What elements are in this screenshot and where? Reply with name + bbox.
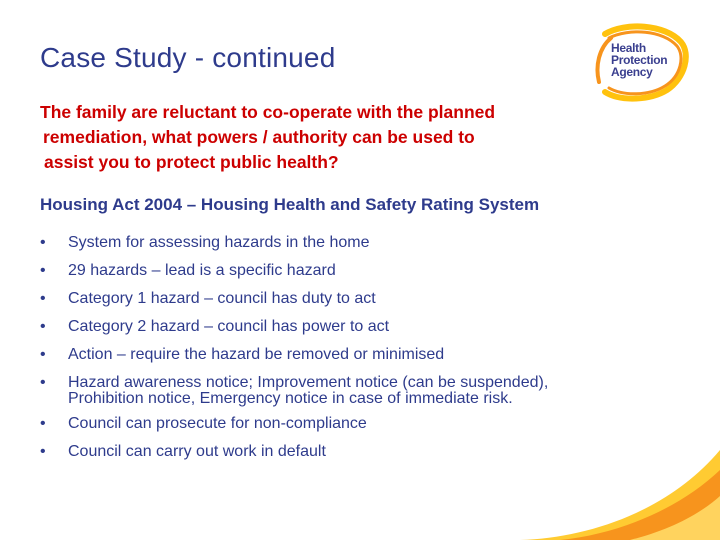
case-question [40, 100, 600, 175]
bullet-text: Council can carry out work in default [68, 443, 326, 460]
bullet-item [40, 319, 680, 335]
logo-text-health: Health [611, 41, 646, 55]
section-subheading: Housing Act 2004 – Housing Health and Safety Rating System [40, 195, 540, 214]
bullet-icon: • [40, 346, 46, 363]
logo-text-agency: Agency [611, 65, 653, 79]
corner-swoosh-decoration [520, 430, 720, 540]
bullet-item [40, 291, 680, 307]
bullet-icon: • [40, 443, 46, 460]
bullet-text [68, 375, 680, 407]
question-line: remediation, what powers / authority can be used to [43, 127, 475, 147]
bullet-icon: • [40, 318, 46, 335]
bullet-text: Action – require the hazard be removed or minimised [68, 346, 445, 363]
bullet-text: Category 1 hazard – council has duty to act [68, 290, 376, 307]
bullet-text-line: Prohibition notice, Emergency notice in case of immediate risk. [68, 390, 513, 407]
bullet-icon: • [40, 234, 46, 251]
logo-text [611, 42, 667, 78]
bullet-text: Category 2 hazard – council has power to act [68, 318, 390, 335]
bullet-text: System for assessing hazards in the home [68, 234, 370, 251]
bullet-item [40, 347, 680, 363]
bullet-icon: • [40, 290, 46, 307]
health-protection-agency-logo [585, 22, 693, 104]
question-line: The family are reluctant to co-operate with the planned [40, 102, 496, 122]
bullet-icon: • [40, 415, 46, 432]
bullet-icon: • [40, 262, 46, 279]
bullet-text-line: Hazard awareness notice; Improvement notice (can be suspended), [68, 374, 549, 391]
logo-text-protection: Protection [611, 53, 668, 67]
bullet-item [40, 263, 680, 279]
bullet-text: Council can prosecute for non-compliance [68, 415, 367, 432]
question-line: assist you to protect public health? [44, 152, 339, 172]
bullet-item [40, 375, 680, 407]
bullet-icon: • [40, 374, 46, 391]
bullet-item [40, 235, 680, 251]
bullet-text: 29 hazards – lead is a specific hazard [68, 262, 336, 279]
slide-title: Case Study - continued [40, 42, 336, 73]
